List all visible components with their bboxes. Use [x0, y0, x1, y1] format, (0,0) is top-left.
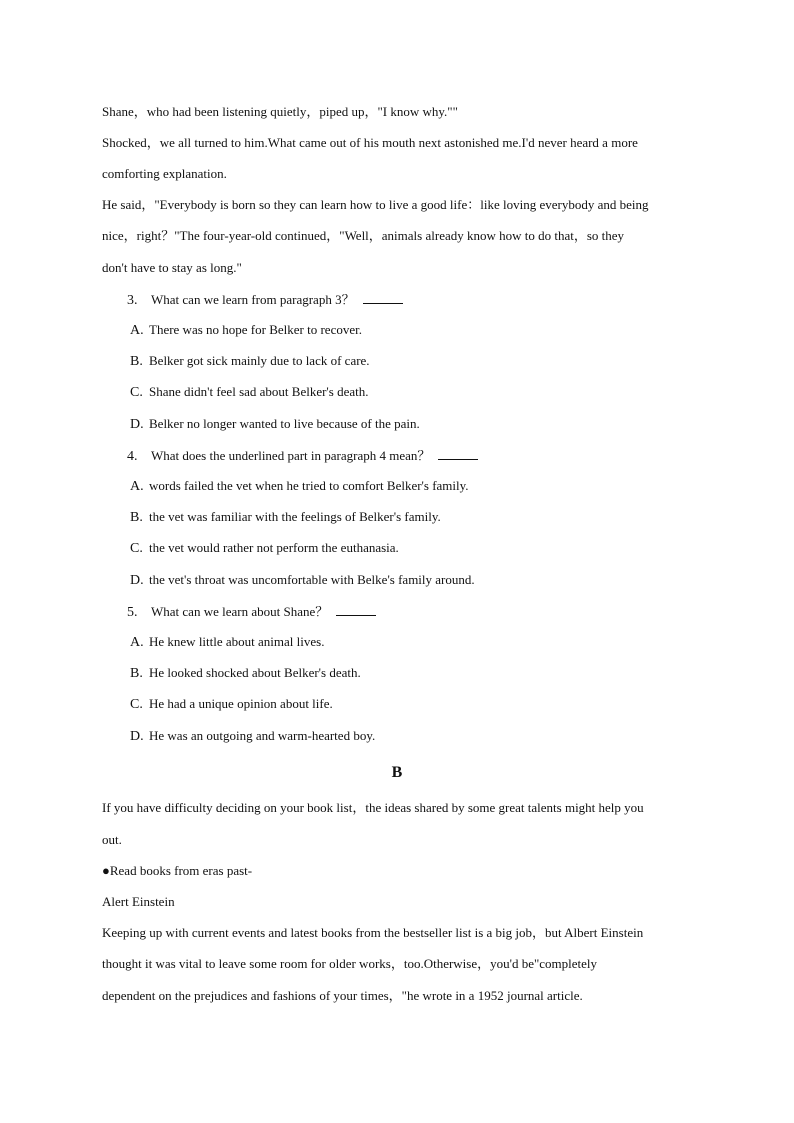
option-5c: [130, 696, 333, 713]
question-text: What can we learn from paragraph 3？: [151, 292, 355, 307]
passage-line: thought it was vital to leave some room for older works，too.Otherwise，you'd be"completely: [102, 956, 598, 971]
option-text: Shane didn't feel sad about Belker's death.: [149, 384, 369, 399]
section-heading: B: [391, 764, 403, 781]
passage-line: out.: [102, 832, 122, 847]
option-5b: [130, 665, 361, 682]
answer-blank: [438, 447, 478, 460]
option-5a: [130, 634, 324, 651]
option-4d: [130, 572, 475, 589]
passage-line: Shocked，we all turned to him.What came out of his mouth next astonished me.I'd never heard a more: [102, 135, 638, 150]
passage-line: Keeping up with current events and latest books from the bestseller list is a big job，but Albert Einstein: [102, 925, 644, 940]
question-4: [127, 447, 478, 465]
question-3: [127, 291, 403, 309]
option-text: Belker got sick mainly due to lack of care.: [149, 353, 370, 368]
question-number: 3.: [127, 293, 138, 308]
passage-line: Shane，who had been listening quietly，piped up，"I know why."": [102, 104, 458, 119]
passage-line: nice，right？"The four-year-old continued，"Well，animals already know how to do that，so they: [102, 228, 625, 243]
option-label: B.: [130, 510, 143, 525]
author-name: Alert Einstein: [102, 894, 175, 909]
option-text: the vet's throat was uncomfortable with Belke's family around.: [149, 572, 475, 587]
option-3a: [130, 322, 362, 339]
passage-line: If you have difficulty deciding on your book list，the ideas shared by some great talents might help you: [102, 800, 644, 815]
option-4b: [130, 509, 441, 526]
passage-line: don't have to stay as long.": [102, 260, 242, 275]
passage-line: comforting explanation.: [102, 166, 227, 181]
option-text: He looked shocked about Belker's death.: [149, 665, 361, 680]
option-label: A.: [130, 635, 144, 650]
answer-blank: [363, 291, 403, 304]
option-label: D.: [130, 417, 144, 432]
option-text: the vet would rather not perform the euthanasia.: [149, 540, 399, 555]
option-label: D.: [130, 729, 144, 744]
option-3c: [130, 384, 368, 401]
option-text: He was an outgoing and warm-hearted boy.: [149, 728, 376, 743]
option-label: B.: [130, 666, 143, 681]
passage-line: He said，"Everybody is born so they can learn how to live a good life：like loving everybody and being: [102, 197, 649, 212]
option-text: There was no hope for Belker to recover.: [149, 322, 362, 337]
passage-line: dependent on the prejudices and fashions of your times，"he wrote in a 1952 journal article.: [102, 988, 583, 1003]
bullet-heading: ●Read books from eras past-: [102, 863, 253, 878]
question-text: What can we learn about Shane？: [151, 604, 329, 619]
option-label: C.: [130, 697, 143, 712]
option-label: D.: [130, 573, 144, 588]
question-5: [127, 603, 376, 621]
option-4a: [130, 478, 469, 495]
option-label: C.: [130, 385, 143, 400]
answer-blank: [336, 603, 376, 616]
option-text: the vet was familiar with the feelings of Belker's family.: [149, 509, 441, 524]
question-number: 5.: [127, 605, 138, 620]
option-3d: [130, 416, 420, 433]
option-3b: [130, 353, 370, 370]
option-text: He knew little about animal lives.: [149, 634, 325, 649]
option-label: B.: [130, 354, 143, 369]
option-label: A.: [130, 323, 144, 338]
option-text: Belker no longer wanted to live because of the pain.: [149, 416, 420, 431]
option-text: He had a unique opinion about life.: [149, 696, 333, 711]
option-label: C.: [130, 541, 143, 556]
option-label: A.: [130, 479, 144, 494]
question-number: 4.: [127, 449, 138, 464]
option-4c: [130, 540, 399, 557]
option-text: words failed the vet when he tried to comfort Belker's family.: [149, 478, 469, 493]
question-text: What does the underlined part in paragraph 4 mean？: [151, 448, 431, 463]
option-5d: [130, 728, 375, 745]
